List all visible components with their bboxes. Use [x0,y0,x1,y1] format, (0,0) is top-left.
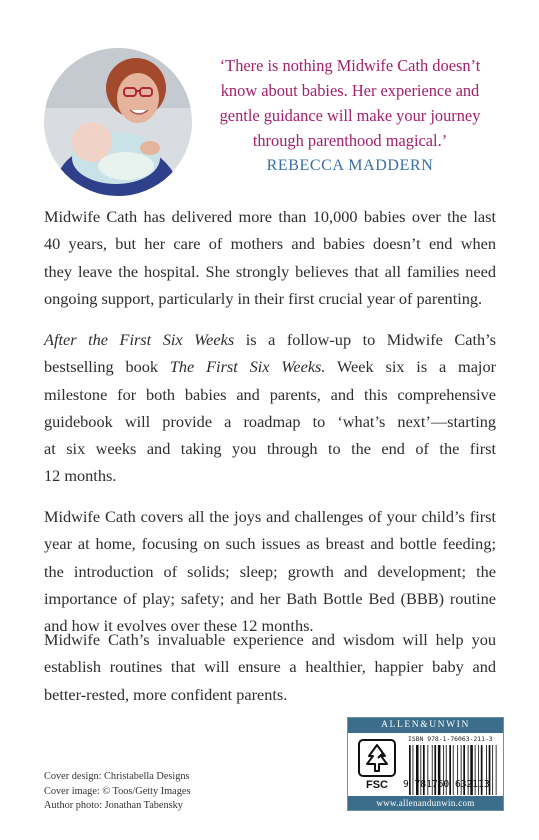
text-line: Midwife Cath has delivered more than 10,000 babies over the last [44,207,496,226]
blurb-paragraph-3 [44,503,496,639]
barcode-panel [347,717,504,811]
quote-line: gentle guidance will make your journey [219,106,481,125]
fsc-label: FSC [366,779,388,791]
book-title: After the First Six Weeks [44,330,235,349]
fsc-tree-logo-icon [357,738,397,778]
isbn-number: ISBN 978-1-76063-211-3 [408,735,493,743]
credit-line: Cover image: © Toos/Getty Images [44,785,191,797]
text-line: 12 months. [44,466,117,486]
quote-line: know about babies. Her experience and [220,81,480,100]
endorsement-quote [205,53,495,153]
text-fragment: is a follow-up to Midwife Cath’s [234,330,497,349]
credit-line: Cover design: Christabella Designs [44,771,190,782]
cover-credits [44,770,264,814]
text-line: better-rested, more confident parents. [44,684,288,704]
ean-number: 9 781760 632113 [403,779,490,790]
text-line: 40 years, but her care of mothers and babies doesn’t end when [44,234,496,254]
text-line: milestone for both babies and parents, and this comprehensive [44,384,496,404]
blurb-paragraph-2 [44,326,496,490]
credit-line: Author photo: Jonathan Tabensky [44,800,183,811]
text-line: guidebook will provide a roadmap to ‘what’s next’—starting [44,411,496,431]
fsc-logo [353,738,401,798]
quote-line: ‘There is nothing Midwife Cath doesn’t [219,56,481,75]
text-line: they leave the hospital. She strongly believes that all families need [44,261,496,281]
book-title: The First Six Weeks. [169,357,326,377]
text-line [44,353,496,380]
text-line: ongoing support, particularly in their first crucial year of parenting. [44,288,483,308]
quote-attribution: REBECCA MADDERN [266,157,434,174]
text-line [44,326,496,353]
text-line: at six weeks and taking you through to the end of the first [44,439,496,459]
author-photo [44,48,192,196]
blurb-paragraph-1 [44,203,496,312]
text-line: the introduction of solids; sleep; growth and development; the [44,561,496,581]
text-fragment: Week six is a major [325,357,497,377]
text-line: importance of play; safety; and her Bath Bottle Bed (BBB) routine [44,588,496,608]
text-line: establish routines that will ensure a healthier, happier baby and [44,657,496,677]
text-line: Midwife Cath covers all the joys and challenges of your child’s first [44,507,496,526]
publisher-url: www.allenandunwin.com [348,796,503,810]
text-line: and how it evolves over these 12 months. [44,616,314,636]
text-line: year at home, focusing on such issues as breast and bottle feeding; [44,534,496,554]
publisher-name: ALLEN&UNWIN [348,718,503,733]
quote-line: through parenthood magical.’ [252,131,448,150]
author-holding-baby-photo-icon [44,48,192,196]
blurb-paragraph-4 [44,626,496,708]
text-fragment: bestselling book [44,357,170,377]
text-line: Midwife Cath’s invaluable experience and wisdom will help you [44,630,496,649]
